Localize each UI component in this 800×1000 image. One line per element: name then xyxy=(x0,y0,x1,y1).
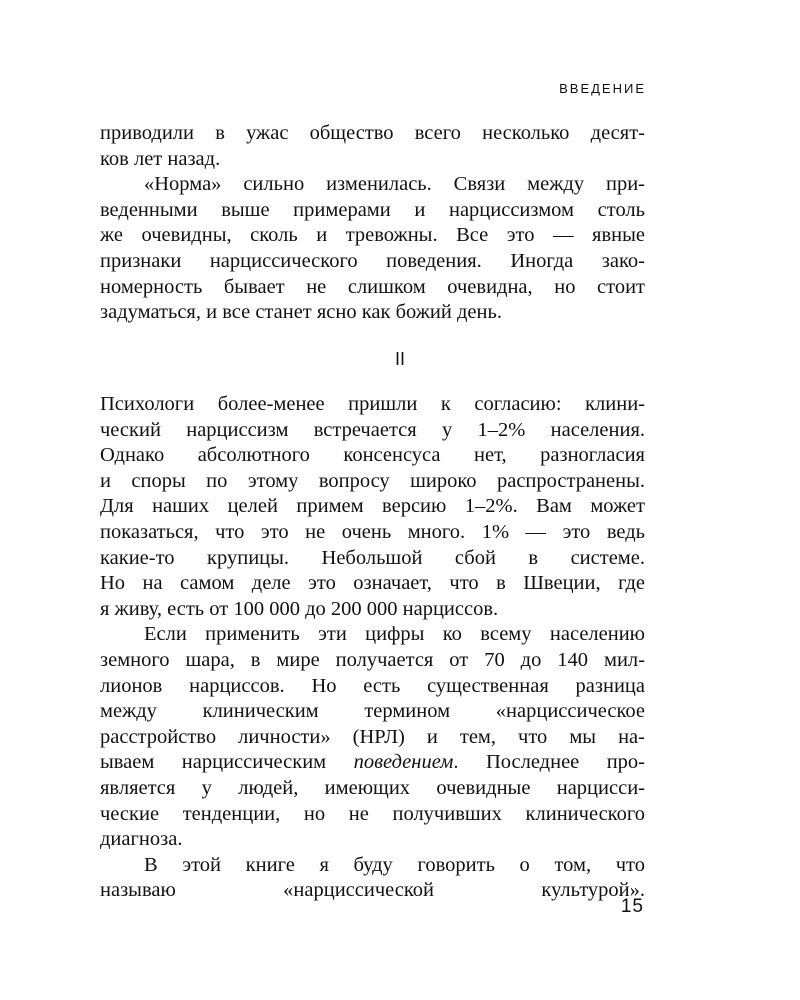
text-line: называю «нарциссической культурой». xyxy=(100,879,645,902)
page-number: 15 xyxy=(620,896,644,917)
text-fragment: ываем нарциссическим xyxy=(100,751,327,774)
text-line: и споры по этому вопросу широко распространены. xyxy=(100,469,645,492)
running-head: ВВЕДЕНИЕ xyxy=(559,81,646,96)
text-line: лионов нарциссов. Но есть существенная разница xyxy=(100,674,645,697)
text-line: я живу, есть от 100 000 до 200 000 нарциссов. xyxy=(100,597,499,620)
text-fragment: . Последнее про- xyxy=(453,751,645,774)
text-line: Однако абсолютного консенсуса нет, разногласия xyxy=(100,444,645,467)
text-line: «Норма» сильно изменилась. Связи между при- xyxy=(144,173,645,196)
text-line: Но на самом деле это означает, что в Швеции, где xyxy=(100,572,645,595)
text-line: ков лет назад. xyxy=(100,147,221,170)
paragraph-block-intro xyxy=(100,121,645,326)
text-line: веденными выше примерами и нарциссизмом столь xyxy=(100,198,645,221)
text-line: приводили в ужас общество всего несколько десят- xyxy=(100,122,645,144)
text-line: Для наших целей примем версию 1–2%. Вам может xyxy=(100,495,645,518)
text-line: же очевидны, сколь и тревожны. Все это — явные xyxy=(100,224,645,247)
text-line: признаки нарциссического поведения. Иногда зако- xyxy=(100,249,645,272)
text-line: между клиническим термином «нарциссическое xyxy=(100,700,645,723)
text-line: является у людей, имеющих очевидные нарцисси- xyxy=(100,776,645,799)
text-line: задуматься, и все станет ясно как божий день. xyxy=(100,301,502,324)
text-line: ческий нарциссизм встречается у 1–2% населения. xyxy=(100,418,645,441)
text-line: В этой книге я буду говорить о том, что xyxy=(144,853,645,876)
text-line: какие-то крупицы. Небольшой сбой в системе. xyxy=(100,546,645,569)
text-line: расстройство личности» (НРЛ) и тем, что мы на- xyxy=(100,725,645,748)
text-line: показаться, что это не очень много. 1% — это ведь xyxy=(100,520,645,543)
paragraph-block-main xyxy=(100,392,645,904)
text-line: Психологи более-менее пришли к согласию: клини- xyxy=(100,393,645,415)
text-line: земного шара, в мире получается от 70 до 140 мил- xyxy=(100,648,645,671)
text-line: Если применить эти цифры ко всему населению xyxy=(144,623,645,646)
text-line-with-emphasis xyxy=(100,750,645,776)
section-marker: II xyxy=(394,349,405,369)
emphasized-word: поведением xyxy=(353,751,454,774)
text-line: номерность бывает не слишком очевидна, но стоит xyxy=(100,275,645,298)
text-line: диагноза. xyxy=(100,828,183,851)
text-line: ческие тенденции, но не получивших клинического xyxy=(100,802,645,825)
